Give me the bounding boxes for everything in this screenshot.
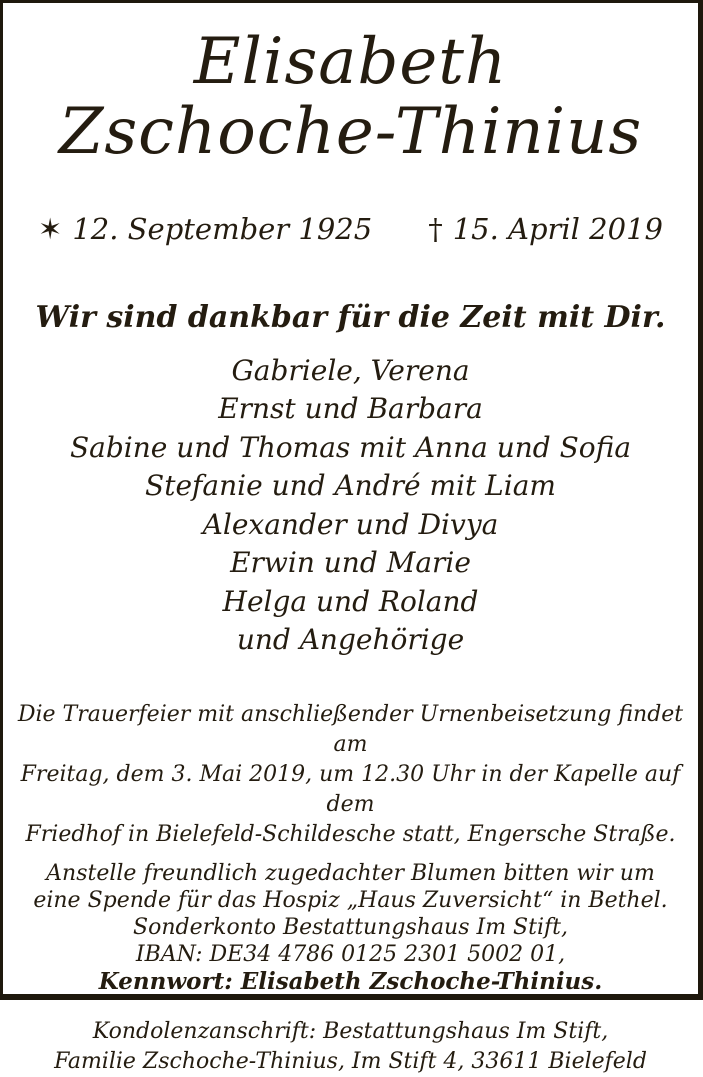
birth-date-text: 12. September 1925 <box>72 211 373 246</box>
condolence-address-line: Familie Zschoche-Thinius, Im Stift 4, 33611 Bielefeld <box>54 1048 647 1074</box>
mourner-line: Stefanie und André mit Liam <box>145 469 556 503</box>
donation-info-line: eine Spende für das Hospiz „Haus Zuversicht“ in Bethel. <box>33 887 668 913</box>
funeral-info-paragraph <box>3 700 698 850</box>
mourner-line: Sabine und Thomas mit Anna und Sofia <box>69 430 632 464</box>
tribute-line: Wir sind dankbar für die Zeit mit Dir. <box>35 299 666 335</box>
donation-info-paragraph <box>3 860 698 995</box>
death-date <box>428 210 663 248</box>
birth-star-icon: ✶ <box>38 211 63 246</box>
funeral-info-line: Freitag, dem 3. Mai 2019, um 12.30 Uhr in der Kapelle auf dem <box>20 761 681 817</box>
deceased-first-name: Elisabeth <box>193 25 508 99</box>
condolence-address-paragraph <box>3 1017 698 1077</box>
funeral-info-line: Friedhof in Bielefeld-Schildesche statt, Engersche Straße. <box>25 821 676 847</box>
life-dates <box>3 210 698 248</box>
mourner-line: und Angehörige <box>236 623 465 657</box>
mourners-list <box>3 352 698 660</box>
funeral-info-line: Die Trauerfeier mit anschließender Urnenbeisetzung findet am <box>17 701 684 757</box>
donation-info-line: Anstelle freundlich zugedachter Blumen bitten wir um <box>46 860 655 886</box>
donation-info-line: Sonderkonto Bestattungshaus Im Stift, <box>133 914 568 940</box>
birth-date <box>38 210 372 248</box>
page-title <box>3 27 698 167</box>
mourner-line: Alexander und Divya <box>202 507 499 541</box>
mourner-line: Ernst und Barbara <box>218 392 483 426</box>
death-date-text: 15. April 2019 <box>452 211 663 246</box>
condolence-address-line: Kondolenzanschrift: Bestattungshaus Im Stift, <box>92 1018 609 1044</box>
death-cross-icon: † <box>428 211 443 246</box>
donation-keyword-line: Kennwort: Elisabeth Zschoche-Thinius. <box>98 967 603 995</box>
deceased-last-name: Zschoche-Thinius <box>58 95 643 169</box>
mourner-line: Erwin und Marie <box>230 546 471 580</box>
mourner-line: Gabriele, Verena <box>231 353 470 387</box>
donation-iban-line: IBAN: DE34 4786 0125 2301 5002 01, <box>135 941 566 967</box>
mourner-line: Helga und Roland <box>222 584 479 618</box>
